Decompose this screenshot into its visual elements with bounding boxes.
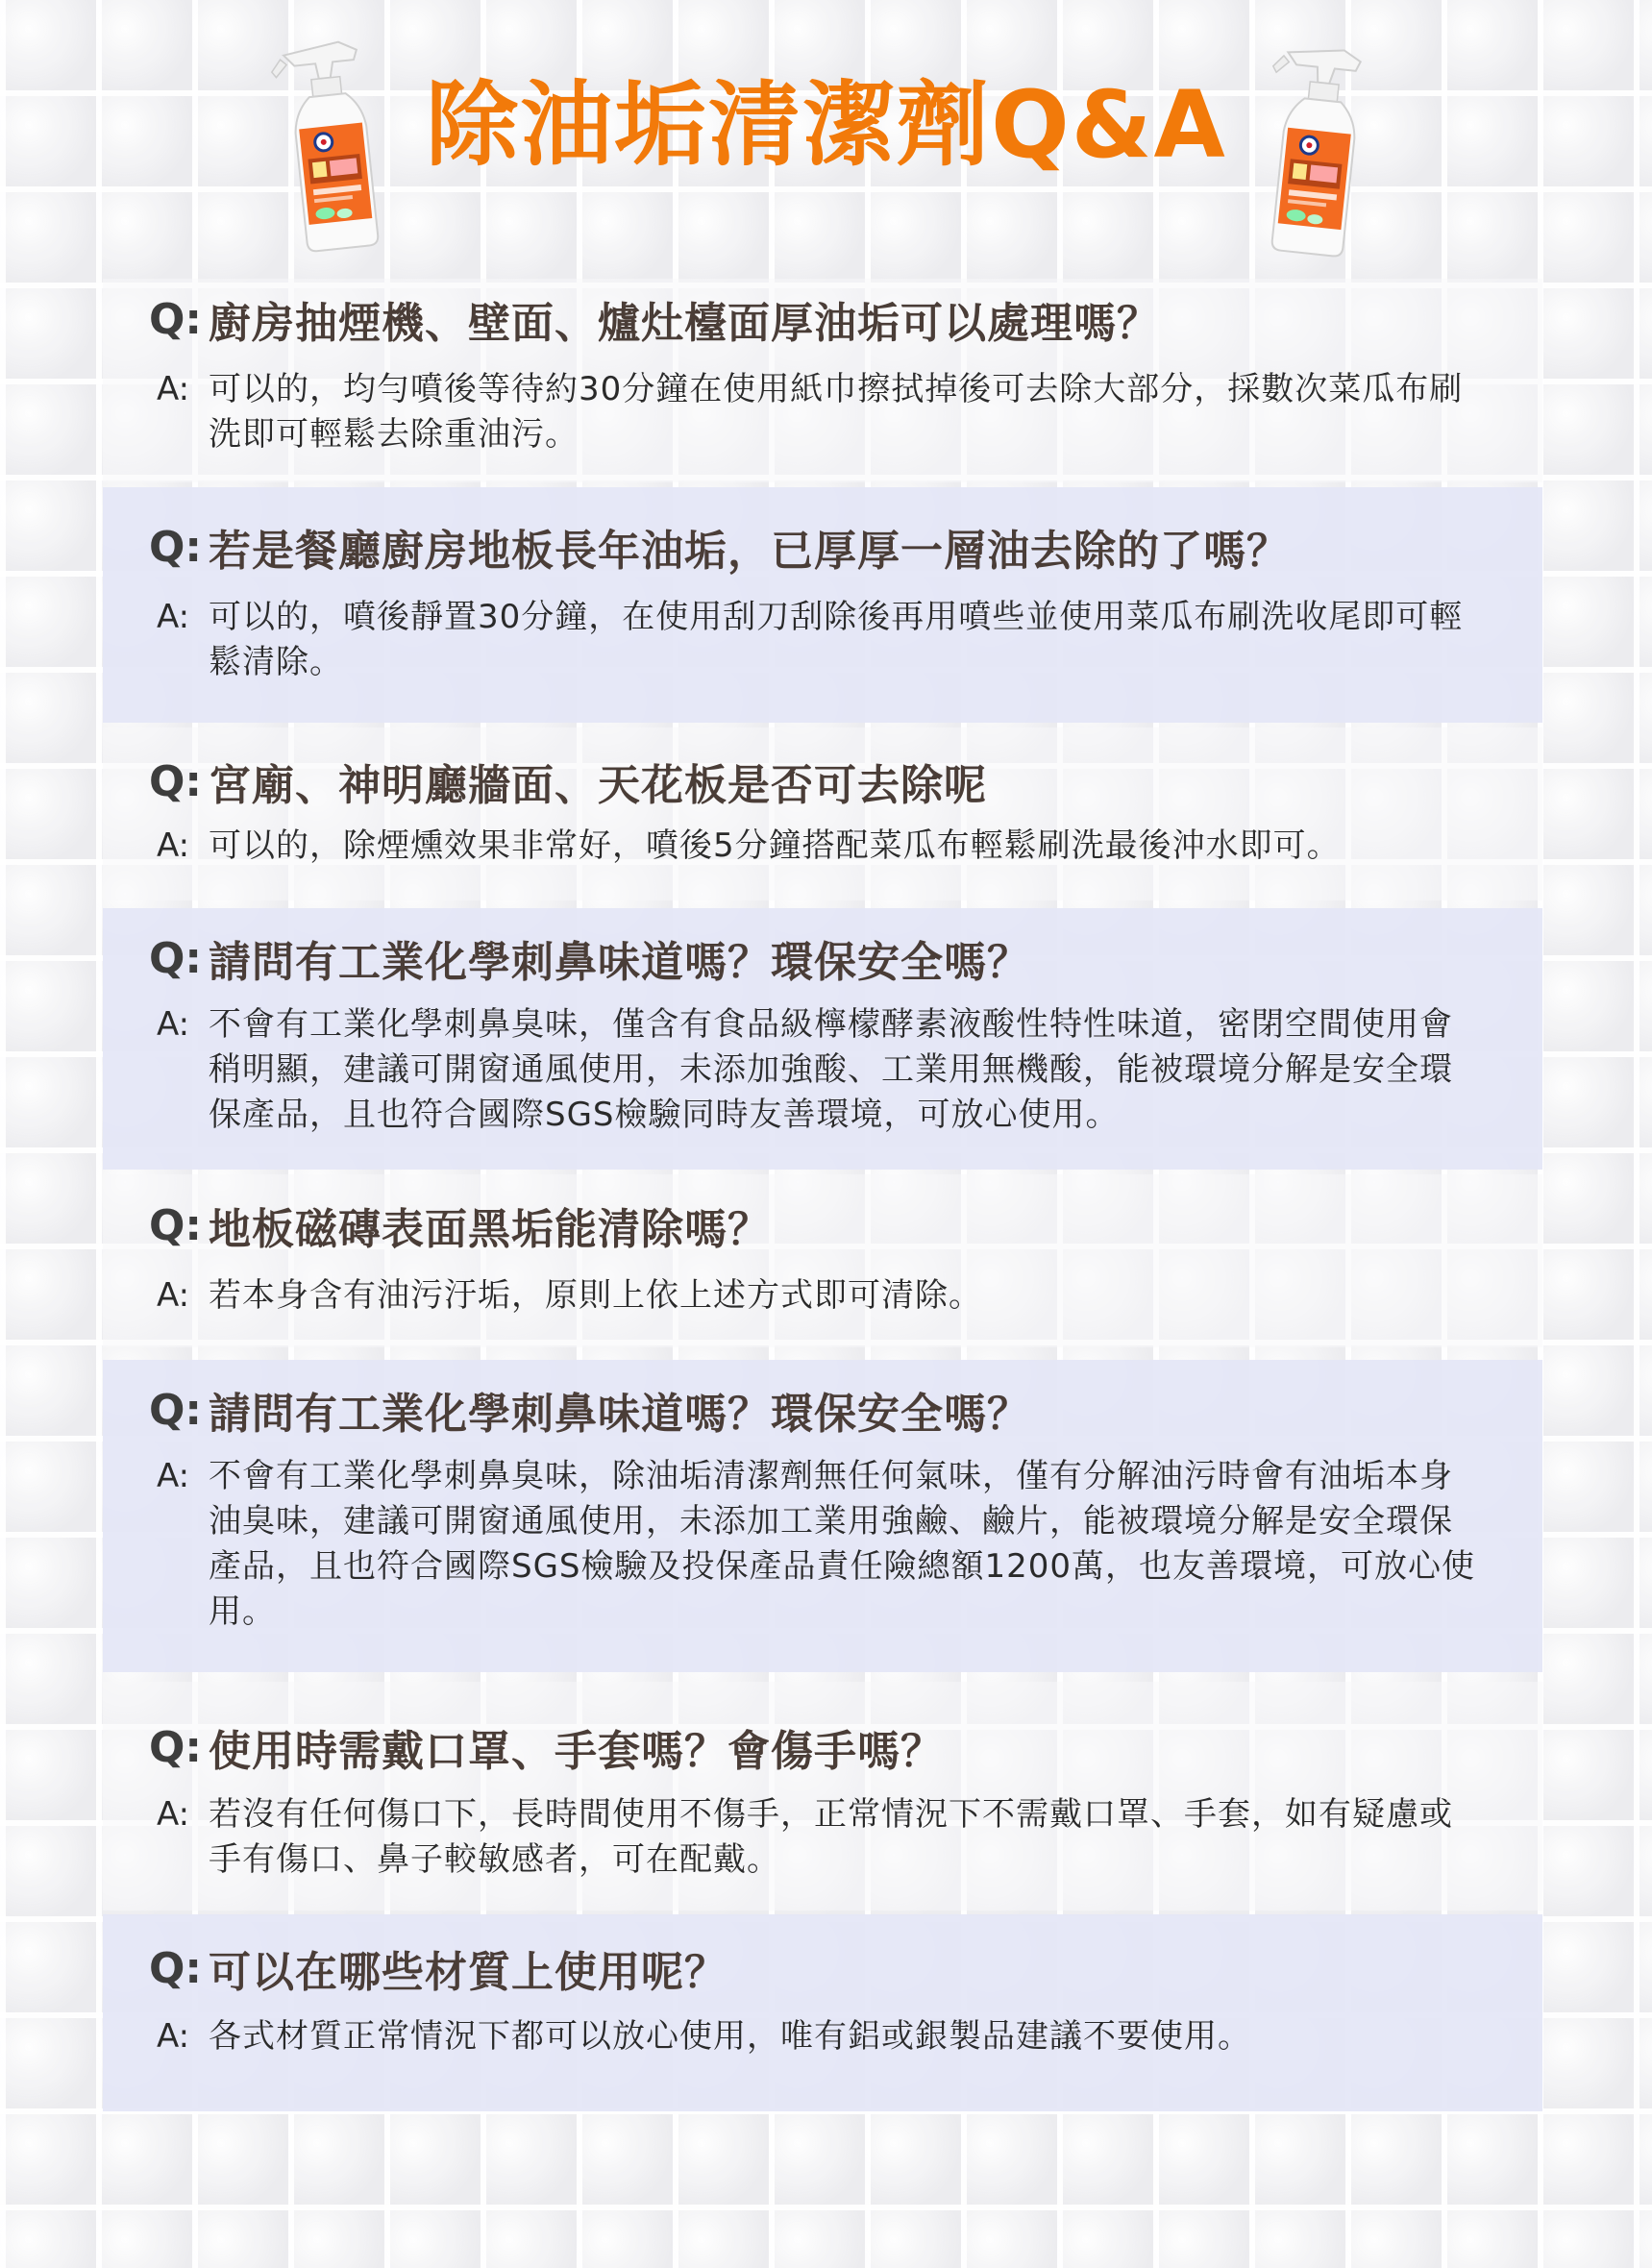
question-mark: Q: (149, 522, 202, 572)
header (0, 0, 1652, 279)
question-row (149, 288, 1504, 350)
qa-item (103, 1174, 1542, 1347)
question-text: 請問有工業化學刺鼻味道嗎？環保安全嗎？ (209, 1390, 1030, 1439)
answer-mark: A: (157, 1795, 190, 1834)
answer-row (157, 2014, 1485, 2059)
question-mark: Q: (149, 1943, 202, 1993)
answer-row (157, 1002, 1485, 1138)
answer-mark: A: (157, 2017, 190, 2056)
answer-row (157, 367, 1485, 457)
qa-item (103, 1682, 1542, 1911)
question-mark: Q: (149, 1722, 202, 1772)
question-mark: Q: (149, 756, 202, 806)
question-mark: Q: (149, 294, 202, 344)
answer-text: 不會有工業化學刺鼻臭味，除油垢清潔劑無任何氣味，僅有分解油污時會有油垢本身油臭味，建議可開窗通風使用，未添加工業用強鹼、鹼片，能被環境分解是安全環保產品，且也符合國際SGS檢驗及投保產品責任險總額1200萬，也友善環境，可放心使用。 (209, 1457, 1476, 1631)
page-title: 除油垢清潔劑Q&A (426, 71, 1227, 179)
answer-mark: A: (157, 598, 190, 636)
answer-row (157, 1273, 1485, 1319)
question-row (149, 516, 1504, 578)
answer-row (157, 1792, 1485, 1883)
question-row (149, 1379, 1504, 1441)
answer-text: 不會有工業化學刺鼻臭味，僅含有食品級檸檬酵素液酸性特性味道，密閉空間使用會稍明顯，建議可開窗通風使用，未添加強酸、工業用無機酸，能被環境分解是安全環保產品，且也符合國際SGS檢驗同時友善環境，可放心使用。 (209, 1005, 1453, 1134)
question-mark: Q: (149, 1385, 202, 1435)
qa-item (103, 487, 1542, 723)
answer-text: 若沒有任何傷口下，長時間使用不傷手，正常情況下不需戴口罩、手套，如有疑慮或手有傷口、鼻子較敏感者，可在配戴。 (209, 1795, 1453, 1879)
question-row (149, 1716, 1504, 1778)
answer-mark: A: (157, 1276, 190, 1315)
question-text: 地板磁磚表面黑垢能清除嗎？ (209, 1205, 771, 1254)
question-row (149, 751, 1504, 812)
answer-row (157, 824, 1485, 869)
question-text: 請問有工業化學刺鼻味道嗎？環保安全嗎？ (209, 938, 1030, 987)
answer-text: 可以的，噴後靜置30分鐘，在使用刮刀刮除後再用噴些並使用菜瓜布刷洗收尾即可輕鬆清除。 (209, 598, 1464, 681)
qa-item (103, 1914, 1542, 2111)
question-row (149, 1195, 1504, 1256)
answer-mark: A: (157, 826, 190, 865)
qa-item (103, 908, 1542, 1170)
qa-item (103, 727, 1542, 900)
answer-text: 可以的，除煙燻效果非常好，噴後5分鐘搭配菜瓜布輕鬆刷洗最後沖水即可。 (209, 826, 1341, 865)
answer-text: 若本身含有油污汙垢，原則上依上述方式即可清除。 (209, 1276, 982, 1315)
qa-item (103, 279, 1542, 482)
answer-mark: A: (157, 370, 190, 408)
question-row (149, 927, 1504, 989)
question-text: 使用時需戴口罩、手套嗎？會傷手嗎？ (209, 1727, 944, 1776)
question-mark: Q: (149, 933, 202, 983)
question-text: 若是餐廳廚房地板長年油垢，已厚厚一層油去除的了嗎？ (209, 527, 1290, 576)
spray-bottle-icon (1247, 33, 1385, 264)
answer-text: 可以的，均勻噴後等待約30分鐘在使用紙巾擦拭掉後可去除大部分，採數次菜瓜布刷洗即可輕鬆去除重油污。 (209, 370, 1464, 454)
question-text: 宮廟、神明廳牆面、天花板是否可去除呢 (209, 761, 987, 810)
answer-row (157, 1454, 1485, 1635)
qa-item (103, 1360, 1542, 1672)
answer-row (157, 595, 1485, 685)
answer-mark: A: (157, 1005, 190, 1044)
answer-mark: A: (157, 1457, 190, 1495)
answer-text: 各式材質正常情況下都可以放心使用，唯有鋁或銀製品建議不要使用。 (209, 2017, 1251, 2056)
question-row (149, 1937, 1504, 1999)
question-text: 可以在哪些材質上使用呢？ (209, 1948, 727, 1997)
question-mark: Q: (149, 1200, 202, 1250)
question-text: 廚房抽煙機、壁面、爐灶檯面厚油垢可以處理嗎？ (209, 299, 1160, 348)
